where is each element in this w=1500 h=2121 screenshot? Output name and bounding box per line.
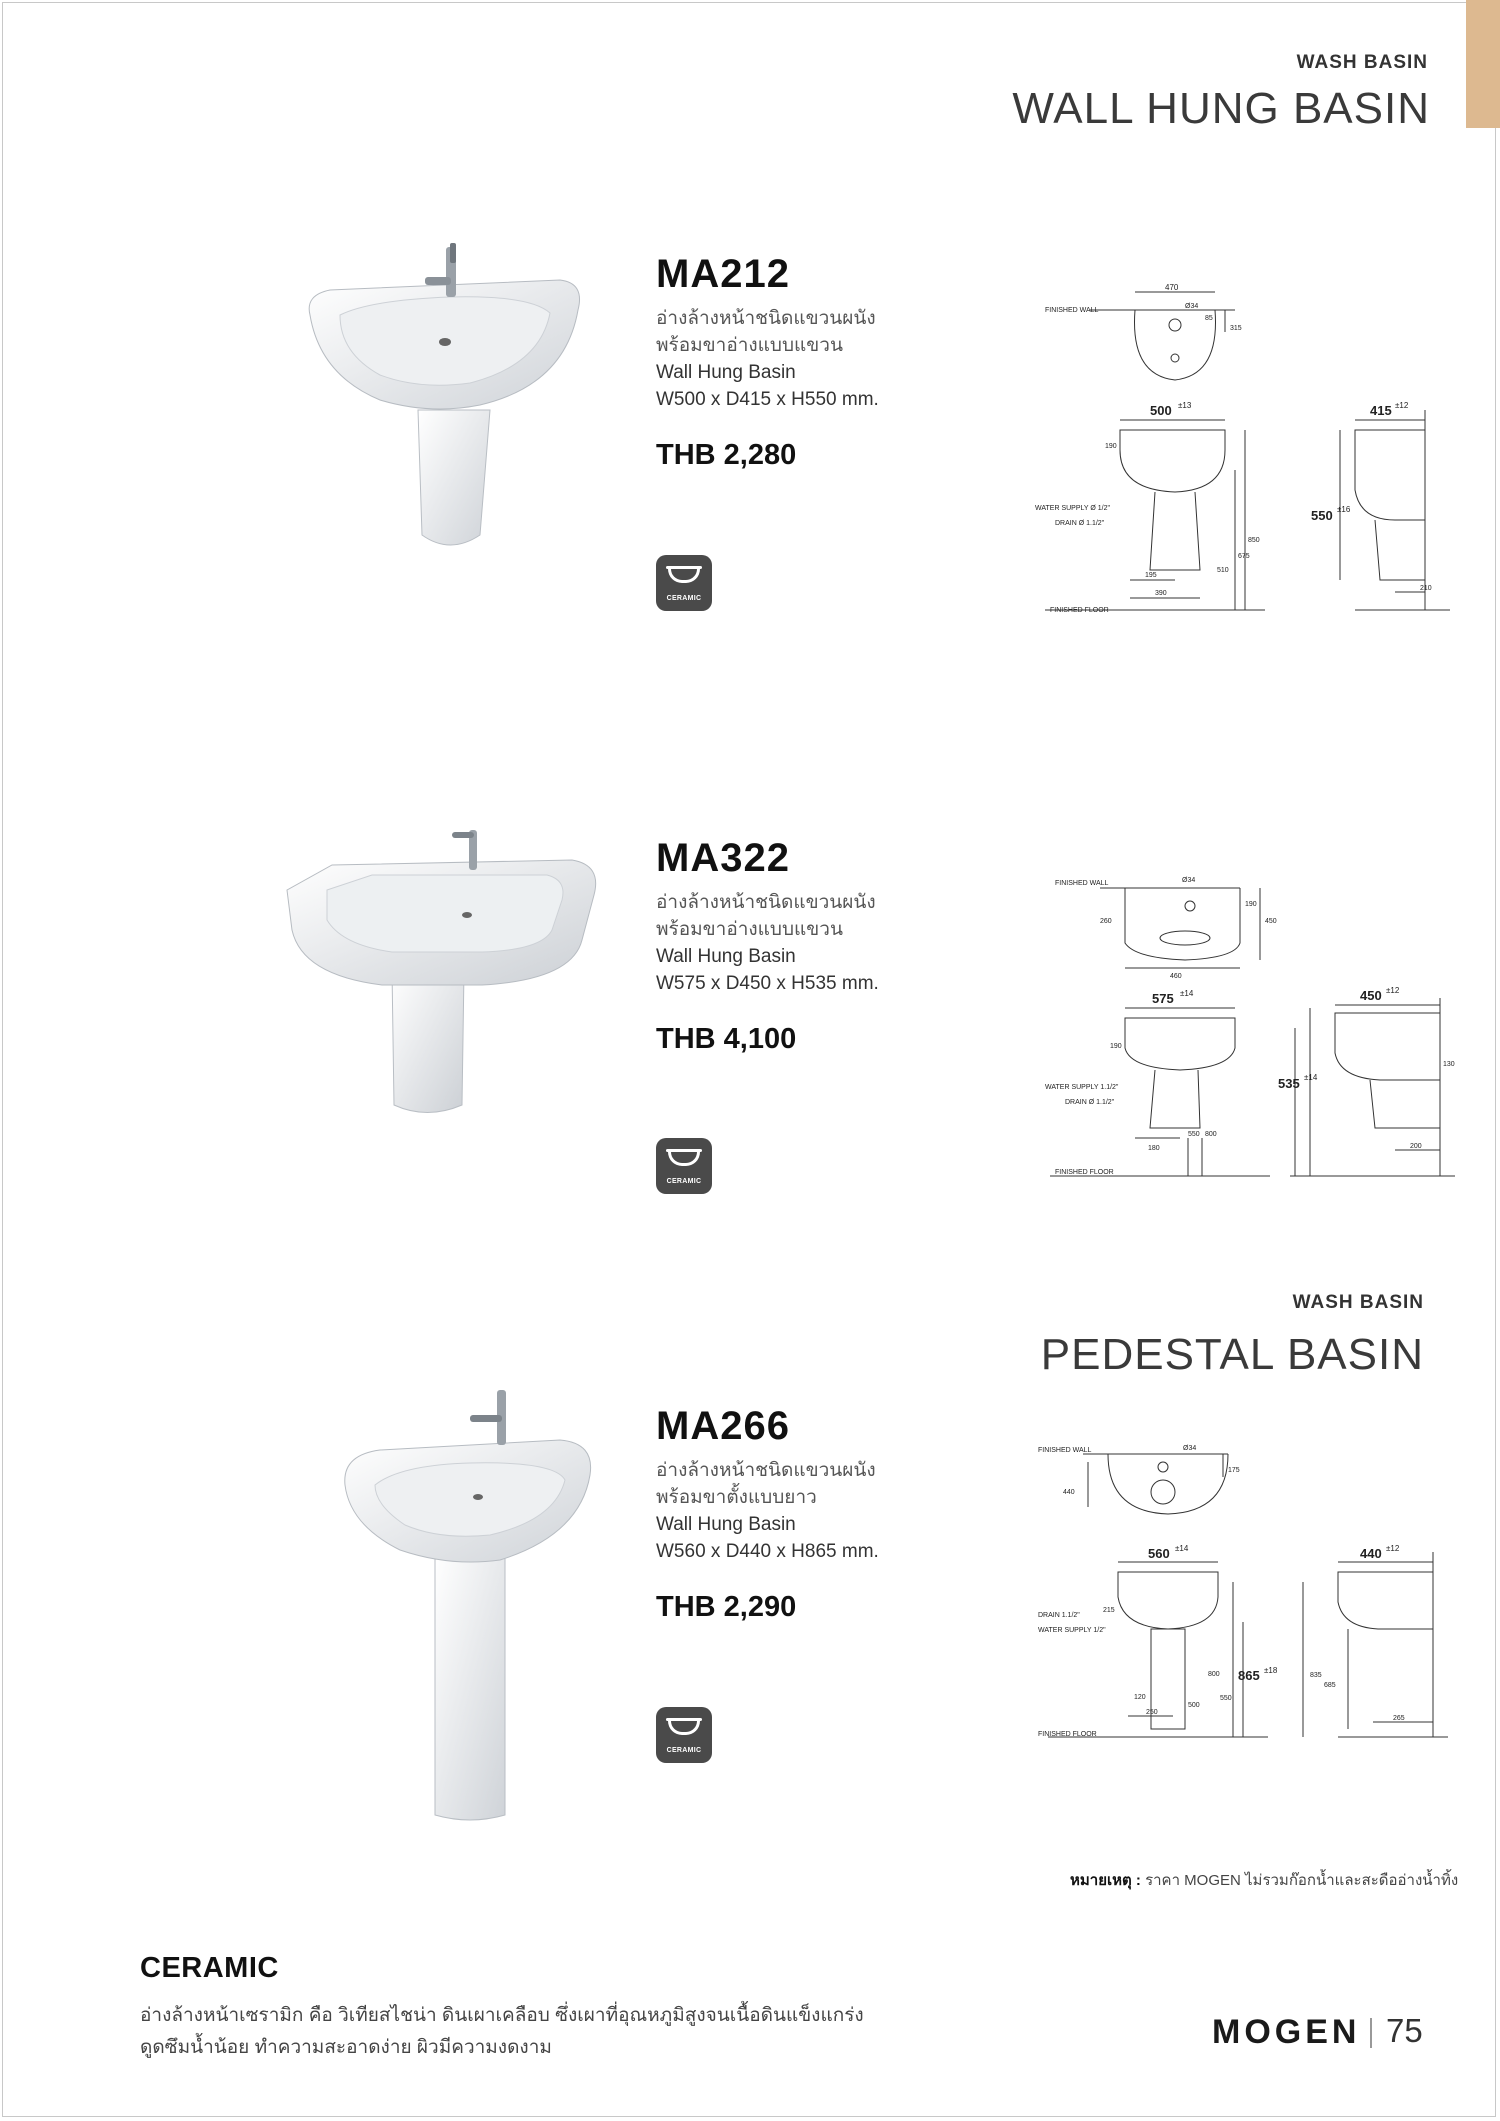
ma266-dimensions: W560 x D440 x H865 mm. bbox=[656, 1541, 879, 1562]
ma322-finished-floor-label: FINISHED FLOOR bbox=[1055, 1169, 1114, 1176]
ma212-top-d2: 315 bbox=[1230, 325, 1242, 332]
ma212-hole: Ø34 bbox=[1185, 303, 1199, 310]
ceramic-bowl-icon bbox=[668, 569, 700, 583]
note-label: หมายเหตุ : bbox=[1070, 1872, 1141, 1889]
ma212-dimensions: W500 x D415 x H550 mm. bbox=[656, 389, 879, 410]
ma212-d-190: 190 bbox=[1105, 443, 1117, 450]
ma266-finished-floor-label: FINISHED FLOOR bbox=[1038, 1731, 1097, 1738]
ma266-d-500: 500 bbox=[1188, 1702, 1200, 1709]
ma266-top-depth: 440 bbox=[1063, 1489, 1075, 1496]
ma212-code: MA212 bbox=[656, 252, 790, 296]
ma266-finished-wall-label: FINISHED WALL bbox=[1038, 1447, 1092, 1454]
ma266-width: 560 bbox=[1148, 1546, 1170, 1561]
ma322-width: 575 bbox=[1152, 991, 1174, 1006]
ma212-finished-wall-label: FINISHED WALL bbox=[1045, 307, 1099, 314]
ma322-technical-drawing bbox=[1040, 868, 1460, 1188]
ma212-height: 550 bbox=[1311, 508, 1333, 523]
ma322-d-130: 130 bbox=[1443, 1061, 1455, 1068]
ma266-ceramic-badge bbox=[656, 1707, 712, 1763]
ceramic-bowl-icon bbox=[668, 1721, 700, 1735]
ma322-water-supply: WATER SUPPLY 1.1/2" bbox=[1045, 1084, 1119, 1091]
ma322-type: Wall Hung Basin bbox=[656, 946, 796, 967]
ma212-water-supply: WATER SUPPLY Ø 1/2" bbox=[1035, 505, 1110, 512]
section-title-pedestal: PEDESTAL BASIN bbox=[1040, 1330, 1424, 1379]
ma266-d-120: 120 bbox=[1134, 1694, 1146, 1701]
ma266-top-d1: 175 bbox=[1228, 1467, 1240, 1474]
ma212-height-tol: ±16 bbox=[1337, 505, 1351, 514]
ma212-width-tol: ±13 bbox=[1178, 401, 1192, 410]
ma266-drain: DRAIN 1.1/2" bbox=[1038, 1612, 1080, 1619]
ma266-info bbox=[656, 1404, 879, 1624]
ma322-dimensions: W575 x D450 x H535 mm. bbox=[656, 973, 879, 994]
ma266-height-tol: ±18 bbox=[1264, 1666, 1278, 1675]
ma266-type: Wall Hung Basin bbox=[656, 1514, 796, 1535]
ma266-technical-drawing bbox=[1038, 1432, 1458, 1762]
ma266-price: THB 2,290 bbox=[656, 1591, 797, 1623]
ma322-d-180: 180 bbox=[1148, 1145, 1160, 1152]
ma322-d-200: 200 bbox=[1410, 1143, 1422, 1150]
ma322-d-190: 190 bbox=[1110, 1043, 1122, 1050]
ma212-info bbox=[656, 252, 879, 472]
page-edge-tab bbox=[1466, 0, 1500, 128]
ma322-depth: 450 bbox=[1360, 988, 1382, 1003]
ma212-d-195: 195 bbox=[1145, 572, 1157, 579]
ma322-info bbox=[656, 836, 879, 1056]
price-note bbox=[1070, 1868, 1458, 1892]
ma212-depth: 415 bbox=[1370, 403, 1392, 418]
note-text: ราคา MOGEN ไม่รวมก๊อกน้ำและสะดืออ่างน้ำทิ้ง bbox=[1145, 1872, 1459, 1889]
ma322-depth-tol: ±12 bbox=[1386, 986, 1400, 995]
ma322-d-550: 550 bbox=[1188, 1131, 1200, 1138]
ma322-top-d1: 190 bbox=[1245, 901, 1257, 908]
ma322-width-tol: ±14 bbox=[1180, 989, 1194, 998]
ma266-depth-tol: ±12 bbox=[1386, 1544, 1400, 1553]
ma266-d-250: 250 bbox=[1146, 1709, 1158, 1716]
badge-caption: CERAMIC bbox=[666, 1178, 702, 1185]
ma212-d-850: 850 bbox=[1248, 537, 1260, 544]
ma322-top-depth: 450 bbox=[1265, 918, 1277, 925]
ma322-code: MA322 bbox=[656, 836, 790, 880]
ma266-thai-line2: พร้อมขาตั้งแบบยาว bbox=[656, 1487, 817, 1508]
ma212-d-510: 510 bbox=[1217, 567, 1229, 574]
ma322-thai-line1: อ่างล้างหน้าชนิดแขวนผนัง bbox=[656, 892, 876, 913]
ma212-width: 500 bbox=[1150, 403, 1172, 418]
brand-logo: MOGEN bbox=[1212, 2013, 1361, 2051]
ma266-width-tol: ±14 bbox=[1175, 1544, 1189, 1553]
ma212-price: THB 2,280 bbox=[656, 439, 797, 471]
ma212-type: Wall Hung Basin bbox=[656, 362, 796, 383]
section-title-wall-hung: WALL HUNG BASIN bbox=[1012, 84, 1430, 133]
ma212-thai-line1: อ่างล้างหน้าชนิดแขวนผนัง bbox=[656, 308, 876, 329]
ma266-product-photo bbox=[340, 1385, 600, 1825]
ma266-d-685: 685 bbox=[1324, 1682, 1336, 1689]
ma212-d-210: 210 bbox=[1420, 585, 1432, 592]
ma322-finished-wall-label: FINISHED WALL bbox=[1055, 880, 1109, 887]
ma322-top-side: 260 bbox=[1100, 918, 1112, 925]
ma322-height: 535 bbox=[1278, 1076, 1300, 1091]
ma322-height-tol: ±14 bbox=[1304, 1073, 1318, 1082]
ma322-hole: Ø34 bbox=[1182, 877, 1196, 884]
ma212-top-d1: 85 bbox=[1205, 315, 1213, 322]
ma212-top-width: 470 bbox=[1165, 283, 1179, 292]
ma212-product-photo bbox=[300, 235, 590, 555]
ma266-depth: 440 bbox=[1360, 1546, 1382, 1561]
ma266-height: 865 bbox=[1238, 1668, 1260, 1683]
badge-caption: CERAMIC bbox=[666, 595, 702, 602]
ma266-water-supply: WATER SUPPLY 1/2" bbox=[1038, 1627, 1106, 1634]
ma266-thai-line1: อ่างล้างหน้าชนิดแขวนผนัง bbox=[656, 1460, 876, 1481]
ma322-product-photo bbox=[282, 820, 602, 1120]
ceramic-heading: CERAMIC bbox=[140, 1952, 279, 1984]
section-label-wash-basin: WASH BASIN bbox=[1296, 52, 1428, 73]
ma212-ceramic-badge bbox=[656, 555, 712, 611]
ma322-ceramic-badge bbox=[656, 1138, 712, 1194]
ma322-thai-line2: พร้อมขาอ่างแบบแขวน bbox=[656, 919, 843, 940]
ma322-top-width: 460 bbox=[1170, 973, 1182, 980]
ma266-hole: Ø34 bbox=[1183, 1445, 1197, 1452]
section-label-wash-basin-2: WASH BASIN bbox=[1292, 1292, 1424, 1313]
ma212-thai-line2: พร้อมขาอ่างแบบแขวน bbox=[656, 335, 843, 356]
ma212-d-390: 390 bbox=[1155, 590, 1167, 597]
ma266-d-800: 800 bbox=[1208, 1671, 1220, 1678]
ma212-d-675: 675 bbox=[1238, 553, 1250, 560]
ma266-d-835: 835 bbox=[1310, 1672, 1322, 1679]
ma212-depth-tol: ±12 bbox=[1395, 401, 1409, 410]
ma322-drain: DRAIN Ø 1.1/2" bbox=[1065, 1099, 1115, 1106]
ma266-d-550: 550 bbox=[1220, 1695, 1232, 1702]
footer-divider bbox=[1370, 2018, 1372, 2048]
page-number: 75 bbox=[1386, 2012, 1423, 2049]
ma212-drain: DRAIN Ø 1.1/2" bbox=[1055, 520, 1105, 527]
ma212-technical-drawing bbox=[1035, 280, 1455, 620]
ma322-price: THB 4,100 bbox=[656, 1023, 797, 1055]
ma212-finished-floor-label: FINISHED FLOOR bbox=[1050, 607, 1109, 614]
ceramic-description bbox=[140, 2000, 900, 2064]
ceramic-bowl-icon bbox=[668, 1152, 700, 1166]
ceramic-line2: ดูดซึมน้ำน้อย ทำความสะอาดง่าย ผิวมีความงดงาม bbox=[140, 2037, 552, 2058]
badge-caption: CERAMIC bbox=[666, 1747, 702, 1754]
ma266-d-265: 265 bbox=[1393, 1715, 1405, 1722]
ma266-code: MA266 bbox=[656, 1404, 790, 1448]
ma266-d-215: 215 bbox=[1103, 1607, 1115, 1614]
ma322-d-800: 800 bbox=[1205, 1131, 1217, 1138]
ceramic-line1: อ่างล้างหน้าเซรามิก คือ วิเทียสไชน่า ดินเผาเคลือบ ซึ่งเผาที่อุณหภูมิสูงจนเนื้อดินแข็งแกร่ง bbox=[140, 2005, 864, 2026]
